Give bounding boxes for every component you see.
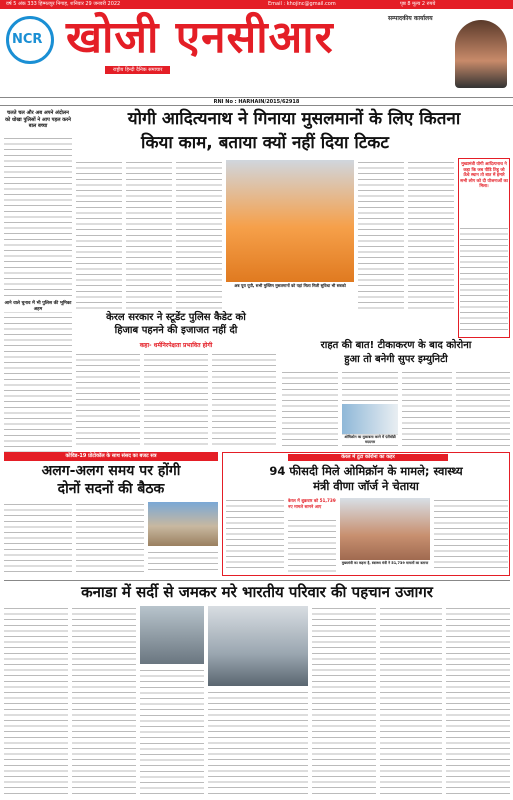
canada-body-3 bbox=[140, 668, 204, 796]
canada-photo-center bbox=[208, 606, 308, 686]
vaccine-caption: ओमिक्रोन का मुकाबला करने में एंटीबॉडी मददगार bbox=[342, 435, 398, 444]
vaccine-body-4 bbox=[456, 370, 510, 450]
canada-body-1 bbox=[4, 606, 68, 796]
left-column-headline: चलते चल और अब अपने अंदोलन को धोखा पुलिसों ने आप पहल करने बाल बच्चा bbox=[5, 110, 71, 129]
canada-photo-left bbox=[140, 606, 204, 664]
parliament-body-1 bbox=[4, 502, 72, 574]
paper-title: खोजी एनसीआर bbox=[66, 12, 334, 63]
top-bar bbox=[0, 0, 513, 9]
kerala-body-2 bbox=[288, 518, 336, 572]
hijab-body-3 bbox=[212, 352, 276, 448]
kerala-headline-2: मंत्री वीणा जॉर्ज ने चेताया bbox=[313, 479, 419, 493]
parliament-headline-2: दोनों सदनों की बैठक bbox=[57, 481, 165, 497]
hijab-headline-1: केरल सरकार ने स्टूडेंट पुलिस कैडेट को bbox=[106, 312, 246, 323]
canada-body-6 bbox=[380, 606, 442, 796]
page-count: पृष्ठ 8 मूल्य 2 रुपये bbox=[400, 1, 436, 7]
kerala-figures: केरल में शुक्रवार को 51,739 नए मामले सामने आए bbox=[288, 498, 336, 509]
hijab-body-1 bbox=[76, 352, 140, 448]
canada-headline: कनाडा में सर्दी से जमकर मरे भारतीय परिवार की पहचान उजागर bbox=[81, 583, 433, 601]
parliament-photo bbox=[148, 502, 218, 546]
canada-body-2 bbox=[72, 606, 136, 796]
rni-number: RNI No : HARHAIN/2015/62918 bbox=[0, 97, 513, 106]
tagline: राष्ट्रीय हिन्दी दैनिक समाचार bbox=[105, 66, 170, 74]
covid-strip-text: कोविड-19 प्रोटोकॉल के साथ संसद का बजट सत्र bbox=[65, 453, 157, 459]
sidebar-quote: मुख्यमंत्री योगी आदित्यनाथ ने कहा कि जब पीडि तिहू जो ऊँचे स्थान तो बात में हमारे सभी लोग को दी योजनाओं का मिला। bbox=[460, 162, 508, 190]
sidebar-body bbox=[460, 226, 508, 334]
canada-body-4 bbox=[208, 690, 308, 796]
editor-photo bbox=[455, 20, 507, 88]
canada-rule bbox=[4, 580, 510, 581]
lead-photo bbox=[226, 160, 354, 282]
lead-body-col-3 bbox=[176, 160, 222, 310]
kerala-photo-caption: मुख्यमंत्री का कहना है, स्वास्थ्य मंत्री ने 51,739 मामलों का बताया bbox=[341, 561, 429, 565]
parliament-body-2 bbox=[76, 502, 144, 574]
vaccine-body-3 bbox=[402, 370, 452, 450]
lead-body-col-4 bbox=[358, 160, 404, 310]
vaccine-photo bbox=[342, 404, 398, 434]
email-info: Email : khojinc@gmail.com bbox=[268, 1, 336, 7]
logo-text: NCR bbox=[12, 32, 43, 47]
kerala-photo bbox=[340, 498, 430, 560]
left-column-subhead: आने वाले चुनाव में भी पुलिस की भूमिका अहम bbox=[4, 301, 72, 312]
lead-headline-1: योगी आदित्यनाथ ने गिनाया मुसलमानों के लिए कितना bbox=[127, 109, 461, 129]
parliament-body-3 bbox=[148, 550, 218, 574]
lead-body-col-1 bbox=[76, 160, 122, 310]
vaccine-headline-1: राहत की बात! टीकाकरण के बाद कोरोना bbox=[320, 340, 472, 351]
vaccine-body-1 bbox=[282, 370, 338, 450]
hijab-body-2 bbox=[144, 352, 208, 448]
kerala-label: केरल में टूटा कोरोना का कहर bbox=[288, 454, 448, 461]
editor-label: सम्पादकीय कार्यालय bbox=[388, 15, 433, 22]
kerala-body-3 bbox=[434, 498, 508, 572]
kerala-body-1 bbox=[226, 498, 284, 572]
kerala-headline-1: 94 फीसदी मिले ओमिक्रॉन के मामले; स्वास्थ्य bbox=[269, 464, 463, 478]
left-column-body bbox=[4, 136, 72, 456]
issue-info: वर्ष 5 अंक 333 हिम्मतपुर निगाह, शनिवार 29 जनवरी 2022 bbox=[6, 1, 121, 7]
hijab-headline-2: हिजाब पहनने की इजाजत नहीं दी bbox=[114, 325, 238, 336]
lead-headline-2: किया काम, बताया क्यों नहीं दिया टिकट bbox=[141, 133, 389, 153]
vaccine-headline-2: हुआ तो बनेगी सुपर इम्युनिटी bbox=[344, 354, 448, 365]
lead-body-col-5 bbox=[408, 160, 454, 310]
lead-body-col-2 bbox=[126, 160, 172, 310]
parliament-headline-1: अलग-अलग समय पर होंगी bbox=[41, 463, 181, 479]
hijab-subhead: कहा- धर्मनिरपेक्षता प्रभावित होगी bbox=[139, 342, 213, 349]
lead-photo-caption: अब पूरा यूपी, सभी मुस्लिम मुसलमानों को यहां मिला मिली सुविधा भी सबको bbox=[234, 283, 346, 288]
canada-body-5 bbox=[312, 606, 376, 796]
canada-body-7 bbox=[446, 606, 510, 796]
